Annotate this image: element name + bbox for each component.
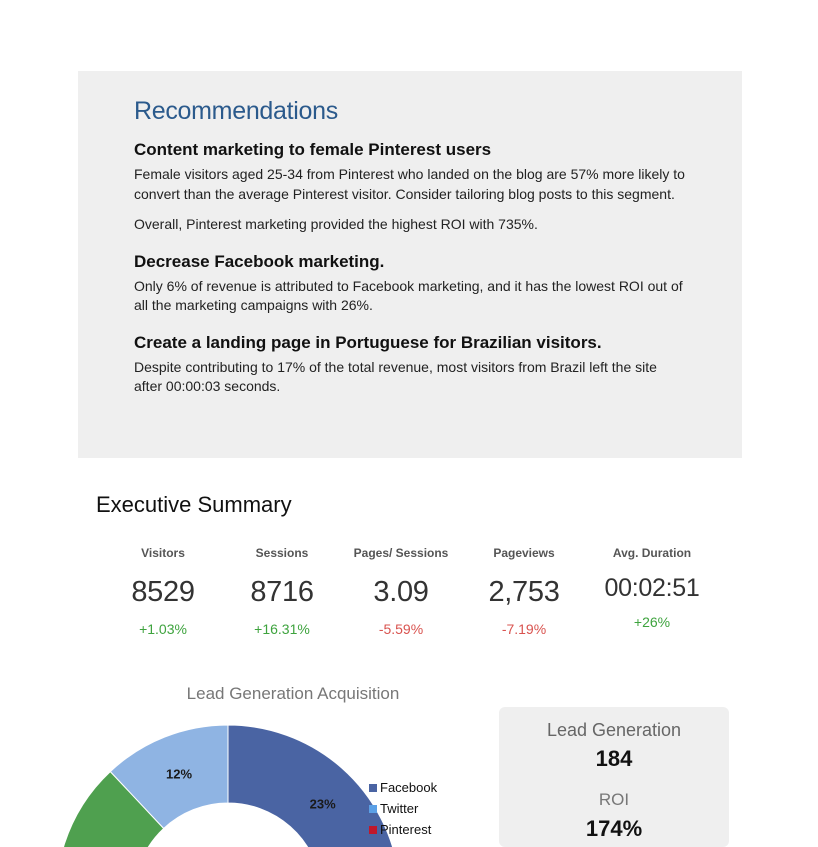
chart-legend: [369, 777, 437, 840]
kpi-label: Pages/ Sessions: [353, 546, 449, 560]
lead-generation-value: 184: [595, 746, 633, 771]
kpi-value: 3.09: [373, 576, 429, 608]
chart-title: Lead Generation Acquisition: [186, 684, 400, 703]
legend-swatch: [369, 784, 377, 792]
roi-value: 174%: [585, 816, 643, 841]
legend-item-pinterest: [369, 819, 437, 840]
kpi-change: -7.19%: [501, 621, 547, 637]
kpi-change: +1.03%: [139, 621, 187, 637]
roi-label: ROI: [598, 790, 630, 809]
legend-item-facebook: [369, 777, 437, 798]
kpi-label: Pageviews: [493, 546, 555, 560]
rec-heading-pinterest: Content marketing to female Pinterest users: [134, 140, 492, 159]
rec-heading-brazil: Create a landing page in Portuguese for Brazilian visitors.: [134, 332, 602, 352]
legend-label: Twitter: [380, 801, 419, 816]
kpi-label: Avg. Duration: [612, 546, 692, 560]
kpi-value: 8716: [250, 576, 314, 608]
rec-text-facebook: Only 6% of revenue is attributed to Facebook marketing, and it has the lowest ROI out of all the marketing campaigns with 26%.: [134, 277, 683, 313]
kpi-label: Sessions: [255, 546, 309, 560]
legend-item-twitter: [369, 798, 437, 819]
rec-heading-facebook: Decrease Facebook marketing.: [134, 251, 385, 271]
kpi-label: Visitors: [141, 546, 185, 560]
kpi-change: -5.59%: [378, 621, 424, 637]
rec-text-pinterest-segment: Female visitors aged 25-34 from Pinterest who landed on the blog are 57% more likely to convert than the average Pinterest visitor. Consider tailoring blog posts to this segment.: [134, 166, 685, 202]
executive-summary-title: Executive Summary: [96, 492, 292, 517]
kpi-value: 2,753: [488, 576, 560, 608]
kpi-value: 00:02:51: [604, 574, 700, 602]
donut-label-twitter: 12%: [166, 766, 193, 782]
recommendations-title: Recommendations: [134, 97, 338, 125]
kpi-change: +16.31%: [254, 621, 310, 637]
lead-generation-card: [499, 707, 729, 847]
legend-label: Facebook: [380, 780, 438, 795]
legend-label: Pinterest: [380, 822, 432, 837]
lead-generation-label: Lead Generation: [546, 720, 682, 740]
legend-swatch: [369, 826, 377, 834]
legend-swatch: [369, 805, 377, 813]
rec-text-brazil: Despite contributing to 17% of the total revenue, most visitors from Brazil left the site after 00:00:03 seconds.: [134, 358, 657, 394]
kpi-value: 8529: [131, 576, 195, 608]
rec-text-pinterest-roi: Overall, Pinterest marketing provided the highest ROI with 735%.: [134, 216, 538, 232]
donut-label-facebook: 23%: [309, 796, 336, 812]
kpi-change: +26%: [633, 614, 671, 630]
